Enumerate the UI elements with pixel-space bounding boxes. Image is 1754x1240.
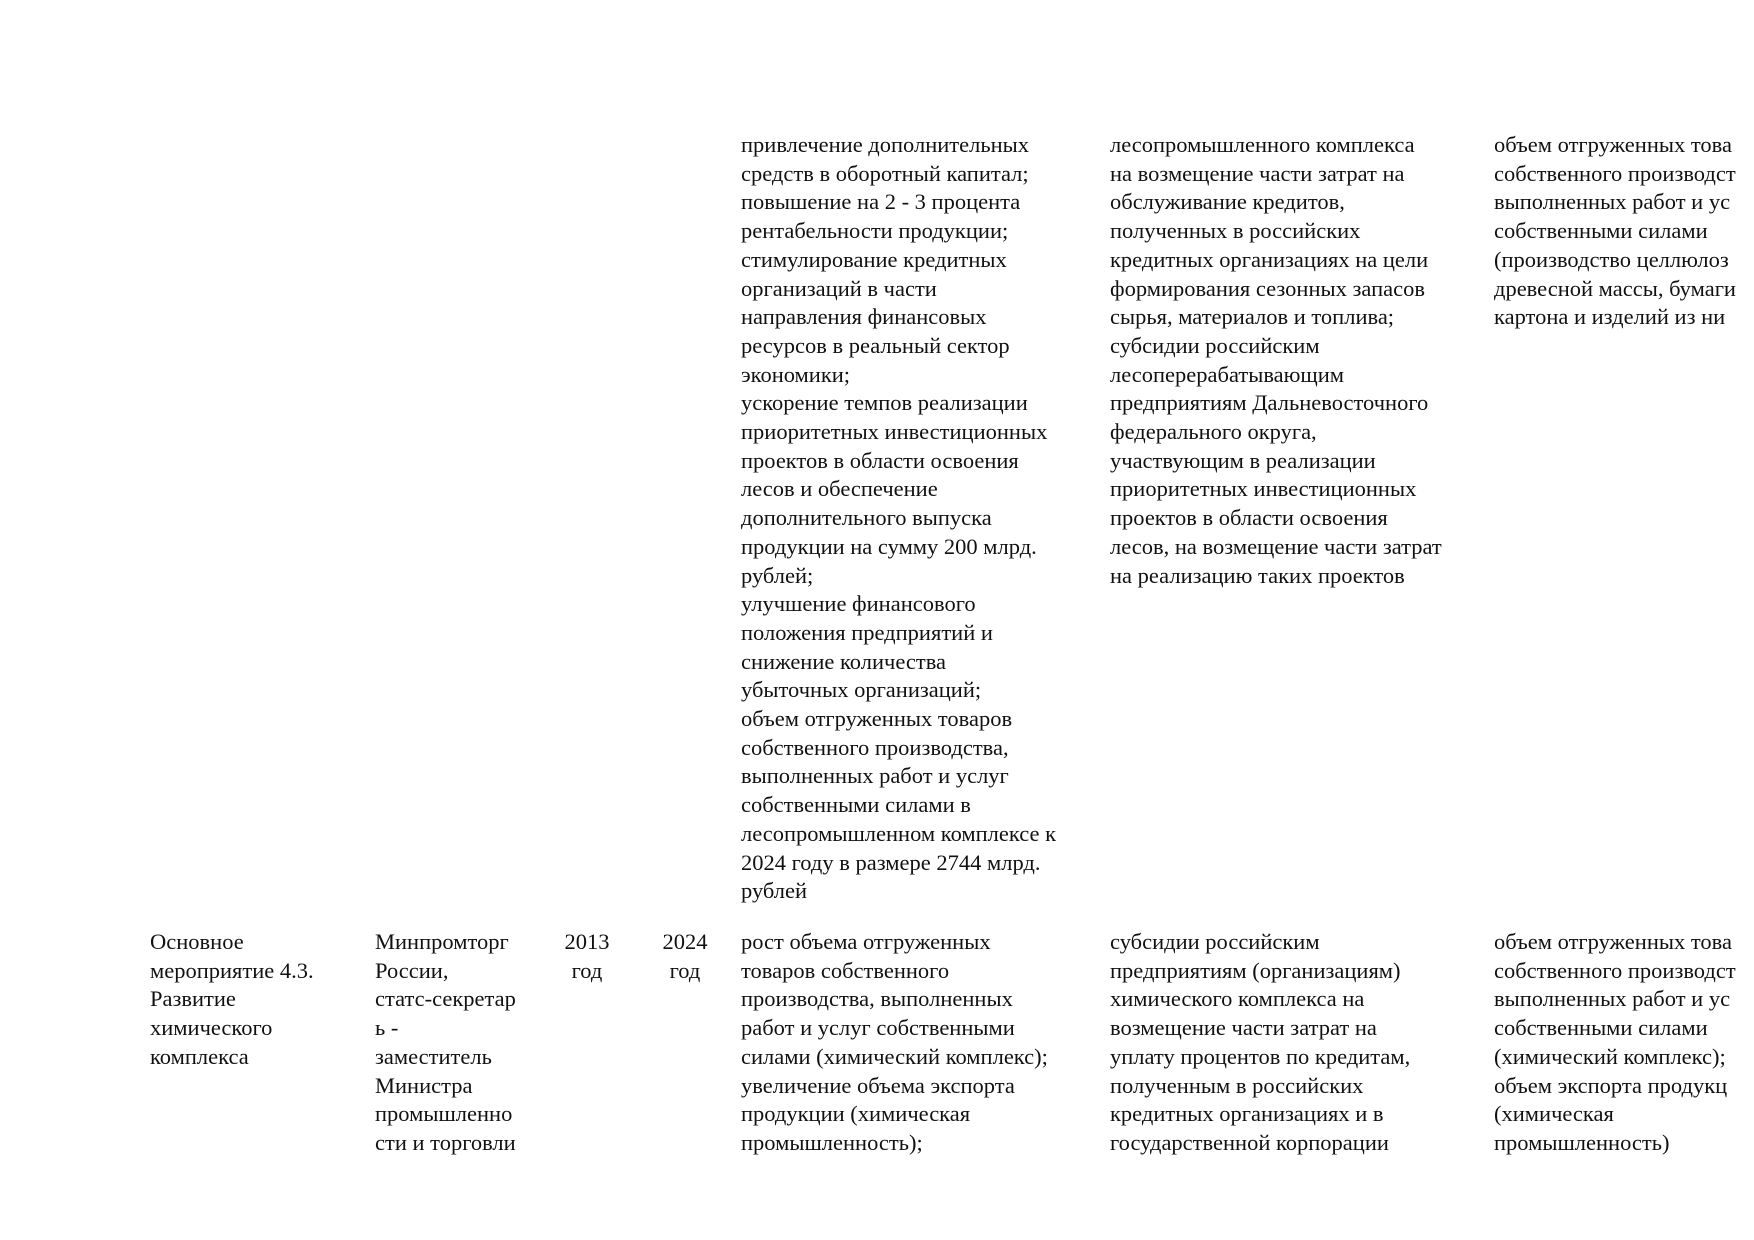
measures-cell: лесопромышленного комплекса на возмещение части затрат на обслуживание кредитов, полученных в российских кредитных организациях на цели формирования сезонных запасов сырья, материалов и топлива; субсидии российским лесоперерабатывающим предприятиям Дальневосточного федерального округа, участвующим в реализации приоритетных инвестиционных проектов в области освоения лесов, на возмещение части затрат на реализацию таких проектов xyxy=(1110,132,1442,588)
indicators-cell: объем отгруженных това собственного производст выполненных работ и ус собственными силами (химический комплекс); объем экспорта продукц (химическая промышленность) xyxy=(1494,929,1736,1155)
event-cell: Основное мероприятие 4.3. Развитие химического комплекса xyxy=(150,929,314,1069)
expected-result-cell: привлечение дополнительных средств в оборотный капитал; повышение на 2 - 3 процента рентабельности продукции; стимулирование кредитных организаций в части направления финансовых ресурсов в реальный сектор экономики; ускорение темпов реализации приоритетных инвестиционных проектов в области освоения лесов и обеспечение дополнительного выпуска продукции на сумму 200 млрд. рублей; улучшение финансового положения предприятий и снижение количества убыточных организаций; объем отгруженных товаров собственного производства, выполненных работ и услуг собственными силами в лесопромышленном комплексе к 2024 году в размере 2744 млрд. рублей xyxy=(741,132,1057,904)
measures-cell: субсидии российским предприятиям (организациям) химического комплекса на возмещение части затрат на уплату процентов по кредитам, полученным в российских кредитных организациях и в государственной корпорации xyxy=(1110,929,1411,1155)
start-year-cell: 2013 год xyxy=(564,929,610,983)
indicators-cell: объем отгруженных това собственного производст выполненных работ и ус собственными силами (производство целлюлоз древесной массы, бумаги картона и изделий из ни xyxy=(1494,132,1736,330)
end-year-cell: 2024 год xyxy=(662,929,708,983)
expected-result-cell: рост объема отгруженных товаров собственного производства, выполненных работ и услуг собственными силами (химический комплекс); увеличение объема экспорта продукции (химическая промышленность); xyxy=(741,929,1048,1155)
responsible-cell: Минпромторг России, статс-секретар ь - заместитель Министра промышленно сти и торговли xyxy=(375,929,516,1155)
